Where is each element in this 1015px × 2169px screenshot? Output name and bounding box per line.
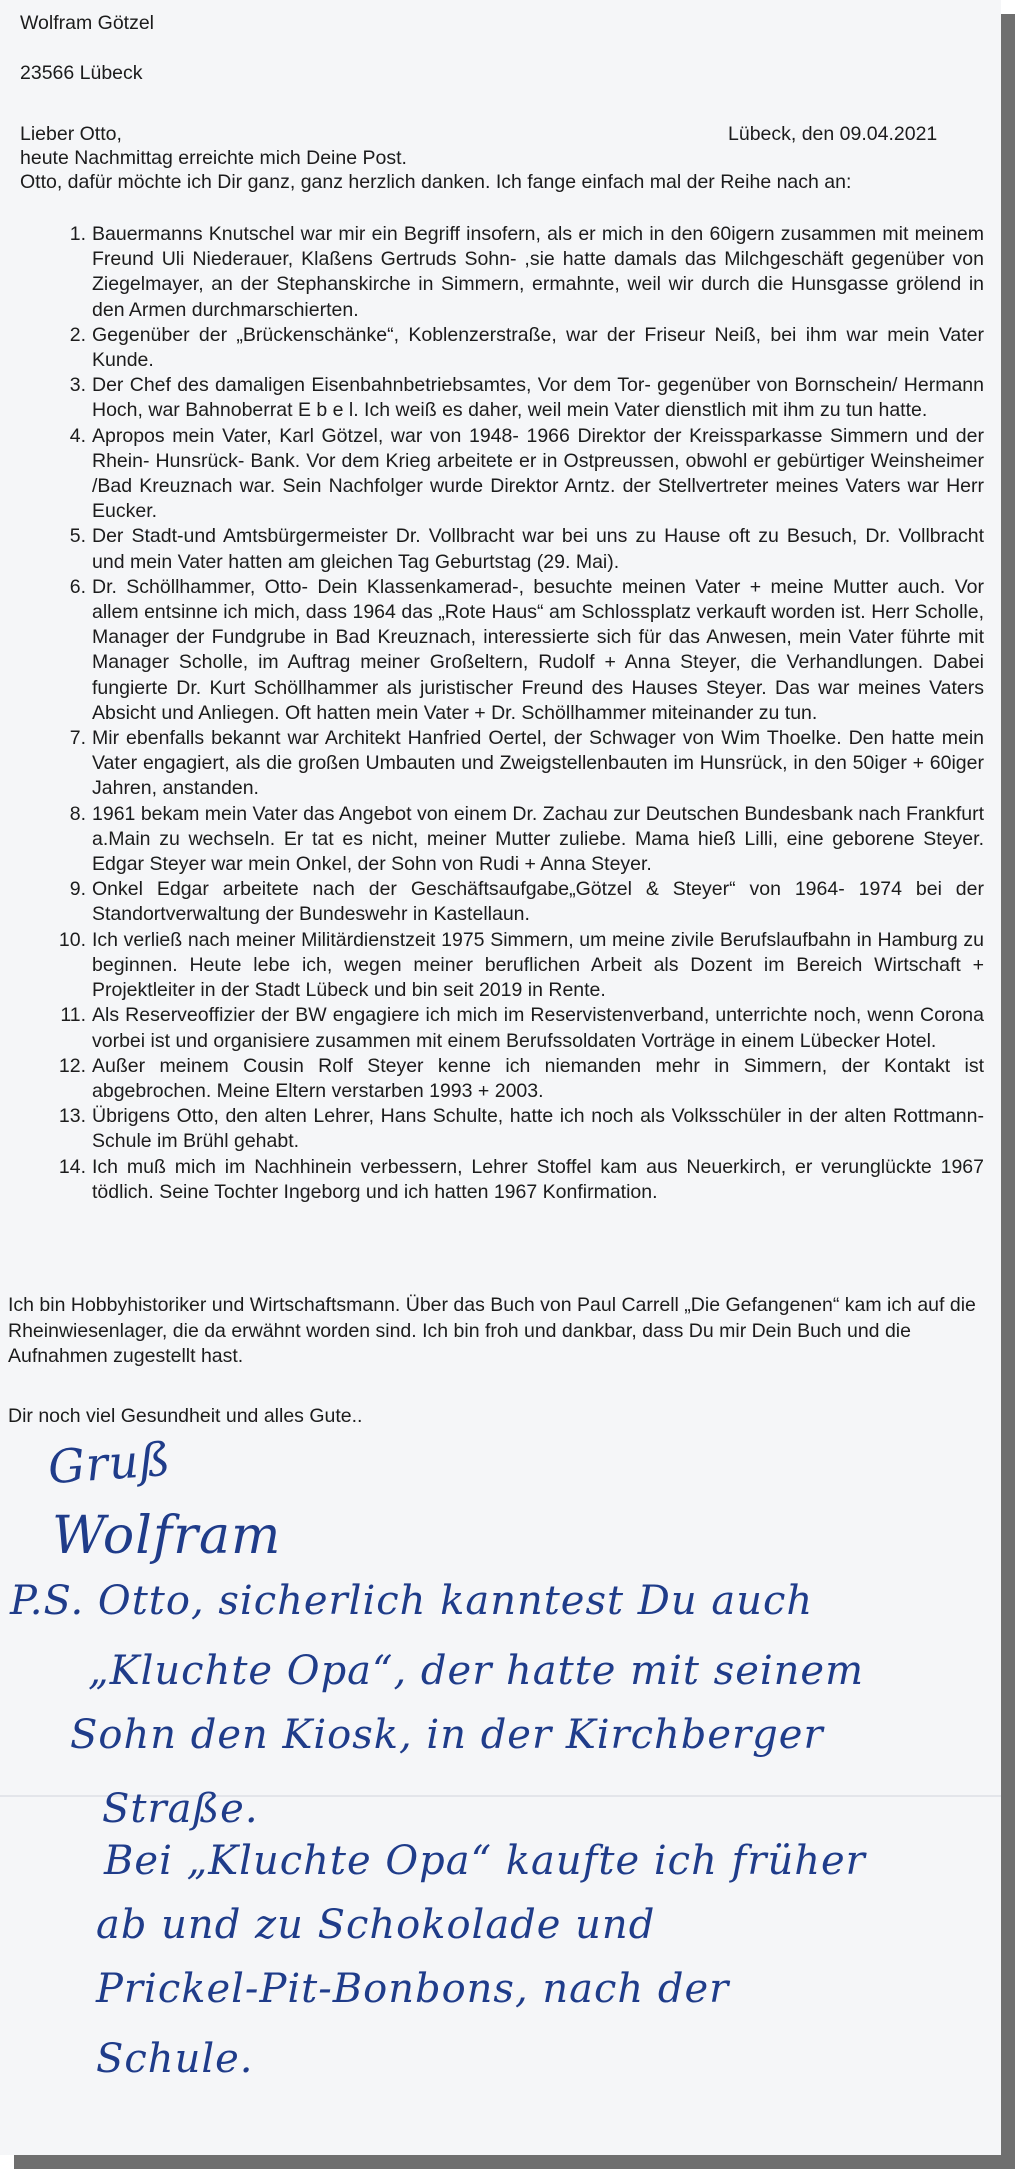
postscript-line: Prickel-Pit-Bonbons, nach der <box>96 1966 730 2012</box>
list-item-text: Übrigens Otto, den alten Lehrer, Hans Schulte, hatte ich noch als Volksschüler in der alten Rottmann-Schule im Brühl gehabt. <box>92 1105 984 1153</box>
list-item <box>54 1054 984 1104</box>
list-item-text: Onkel Edgar arbeitete nach der Geschäftsaufgabe„Götzel & Steyer“ von 1964- 1974 bei der Standortverwaltung der Bundeswehr in Kastellaun. <box>92 878 984 926</box>
list-item <box>54 373 984 423</box>
numbered-list <box>54 222 984 1205</box>
list-item-text: Apropos mein Vater, Karl Götzel, war von 1948- 1966 Direktor der Kreissparkasse Simmern und der Rhein- Hunsrück- Bank. Vor dem Krieg arbeitete er in Ostpreussen, obwohl er gebürtiger Weinsheimer /Bad Kreuznach war. Sein Nachfolger wurde Direktor Arntz. der Stellvertreter meines Vaters war Herr Eucker. <box>92 424 984 523</box>
list-item-text: Der Chef des damaligen Eisenbahnbetriebsamtes, Vor dem Tor- gegenüber von Bornschein/ Hermann Hoch, war Bahnoberrat E b e l. Ich weiß es daher, weil mein Vater dienstlich mit ihm zu tun hatte. <box>92 374 984 422</box>
sender-city: 23566 Lübeck <box>20 62 143 84</box>
list-item-number: 14. <box>58 1155 86 1178</box>
list-item-number: 12. <box>58 1054 86 1077</box>
list-item-text: Ich verließ nach meiner Militärdienstzeit 1975 Simmern, um meine zivile Berufslaufbahn in Hamburg zu beginnen. Heute lebe ich, wegen meiner beruflichen Arbeit als Dozent im Bereich Wirtschaft + Projektleiter in der Stadt Lübeck und bin seit 2019 in Rente. <box>92 928 984 1002</box>
list-item-number: 10. <box>58 928 86 951</box>
list-item-number: 3. <box>69 374 86 397</box>
list-item-number: 13. <box>58 1105 86 1128</box>
list-item <box>54 524 984 574</box>
postscript-line: Sohn den Kiosk, in der Kirchberger <box>70 1712 824 1758</box>
list-item-text: Mir ebenfalls bekannt war Architekt Hanfried Oertel, der Schwager von Wim Thoelke. Den hatte mein Vater engagiert, als die großen Umbauten und Zweigstellenbauten im Hunsrück, in den 50iger + 60iger Jahren, anstanden. <box>92 727 984 800</box>
list-item-number: 2. <box>69 323 86 346</box>
list-item <box>54 222 984 323</box>
place-date: Lübeck, den 09.04.2021 <box>728 123 938 145</box>
list-item-text: Ich muß mich im Nachhinein verbessern, Lehrer Stoffel kam aus Neuerkirch, er verunglückte 1967 tödlich. Seine Tochter Ingeborg und ich hatten 1967 Konfirmation. <box>92 1155 984 1203</box>
list-item-number: 4. <box>69 424 86 447</box>
postscript-line: ab und zu Schokolade und <box>96 1902 656 1948</box>
intro-line-1: heute Nachmittag erreichte mich Deine Post. <box>20 147 407 169</box>
salutation: Lieber Otto, <box>20 123 122 145</box>
postscript-line: Straße. <box>102 1786 259 1832</box>
list-item-number: 6. <box>69 575 86 598</box>
postscript-line: Bei „Kluchte Opa“ kaufte ich früher <box>104 1838 866 1884</box>
list-item <box>54 1104 984 1154</box>
list-item-text: Außer meinem Cousin Rolf Steyer kenne ich niemanden mehr in Simmern, der Kontakt ist abgebrochen. Meine Eltern verstarben 1993 + 2003. <box>92 1054 984 1102</box>
list-item-number: 7. <box>69 727 86 750</box>
list-item-text: Dr. Schöllhammer, Otto- Dein Klassenkamerad-, besuchte meinen Vater + meine Mutter auch. Vor allem entsinne ich mich, dass 1964 das „Rote Haus“ am Schlossplatz verkauft worden ist. Herr Scholle, Manager der Fundgrube in Bad Kreuznach, interessierte sich für das Anwesen, mein Vater führte mit Manager Scholle, im Auftrag meiner Großeltern, Rudolf + Anna Steyer, die Verhandlungen. Dabei fungierte Dr. Kurt Schöllhammer als juristischer Freund des Hauses Steyer. Das war meines Vaters Absicht und Anliegen. Oft hatten mein Vater + Dr. Schöllhammer miteinander zu tun. <box>92 575 984 724</box>
list-item-number: 11. <box>60 1004 86 1027</box>
wishes-line: Dir noch viel Gesundheit und alles Gute.. <box>8 1405 363 1427</box>
intro-line-2: Otto, dafür möchte ich Dir ganz, ganz herzlich danken. Ich fange einfach mal der Reihe nach an: <box>20 171 852 193</box>
sender-name: Wolfram Götzel <box>20 12 155 34</box>
handwritten-signature: Wolfram <box>52 1506 282 1566</box>
list-item <box>54 928 984 1004</box>
list-item-text: Der Stadt-und Amtsbürgermeister Dr. Vollbracht war bei uns zu Hause oft zu Besuch, Dr. Vollbracht und mein Vater hatten am gleichen Tag Geburtstag (29. Mai). <box>92 525 984 573</box>
list-item <box>54 802 984 878</box>
closing-paragraph: Ich bin Hobbyhistoriker und Wirtschaftsmann. Über das Buch von Paul Carrell „Die Gefangenen“ kam ich auf die Rheinwiesenlager, die da erwähnt worden sind. Ich bin froh und dankbar, dass Du mir Dein Buch und die Aufnahmen zugestellt hast. <box>8 1294 976 1367</box>
list-item <box>54 726 984 802</box>
list-item-text: Gegenüber der „Brückenschänke“, Koblenzerstraße, war der Friseur Neiß, bei ihm war mein Vater Kunde. <box>92 323 984 372</box>
postscript-line: Schule. <box>96 2036 254 2082</box>
list-item <box>54 575 984 726</box>
list-item-number: 5. <box>69 525 86 548</box>
postscript-line: P.S. Otto, sicherlich kanntest Du auch <box>10 1578 814 1624</box>
list-item-number: 1. <box>69 223 86 245</box>
list-item-text: Bauermanns Knutschel war mir ein Begriff insofern, als er mich in den 60igern zusammen mit meinem Freund Uli Niederauer, Klaßens Gertruds Sohn- ,sie hatte damals das Milchgeschäft gegenüber von Ziegelmayer, an der Stephanskirche in Simmern, ermahnte, weil wir durch die Hunsgasse grölend in den Armen durchmarschierten. <box>92 223 984 321</box>
list-item <box>54 877 984 927</box>
list-item <box>54 323 984 373</box>
list-item-text: 1961 bekam mein Vater das Angebot von einem Dr. Zachau zur Deutschen Bundesbank nach Frankfurt a.Main zu wechseln. Er tat es nicht, meiner Mutter zuliebe. Mama hieß Lilli, eine geborene Steyer. Edgar Steyer war mein Onkel, der Sohn von Rudi + Anna Steyer. <box>92 802 984 876</box>
list-item <box>54 1003 984 1053</box>
list-item-number: 8. <box>69 802 86 825</box>
list-item <box>54 424 984 525</box>
list-item <box>54 1155 984 1205</box>
list-item-text: Als Reserveoffizier der BW engagiere ich mich im Reservistenverband, unterrichte noch, wenn Corona vorbei ist und organisiere zusammen mit einem Berufssoldaten Vorträge in einem Lübecker Hotel. <box>92 1004 984 1052</box>
postscript-line: „Kluchte Opa“, der hatte mit seinem <box>88 1648 865 1694</box>
list-item-number: 9. <box>69 878 86 901</box>
handwritten-greeting: Gruß <box>46 1431 173 1495</box>
